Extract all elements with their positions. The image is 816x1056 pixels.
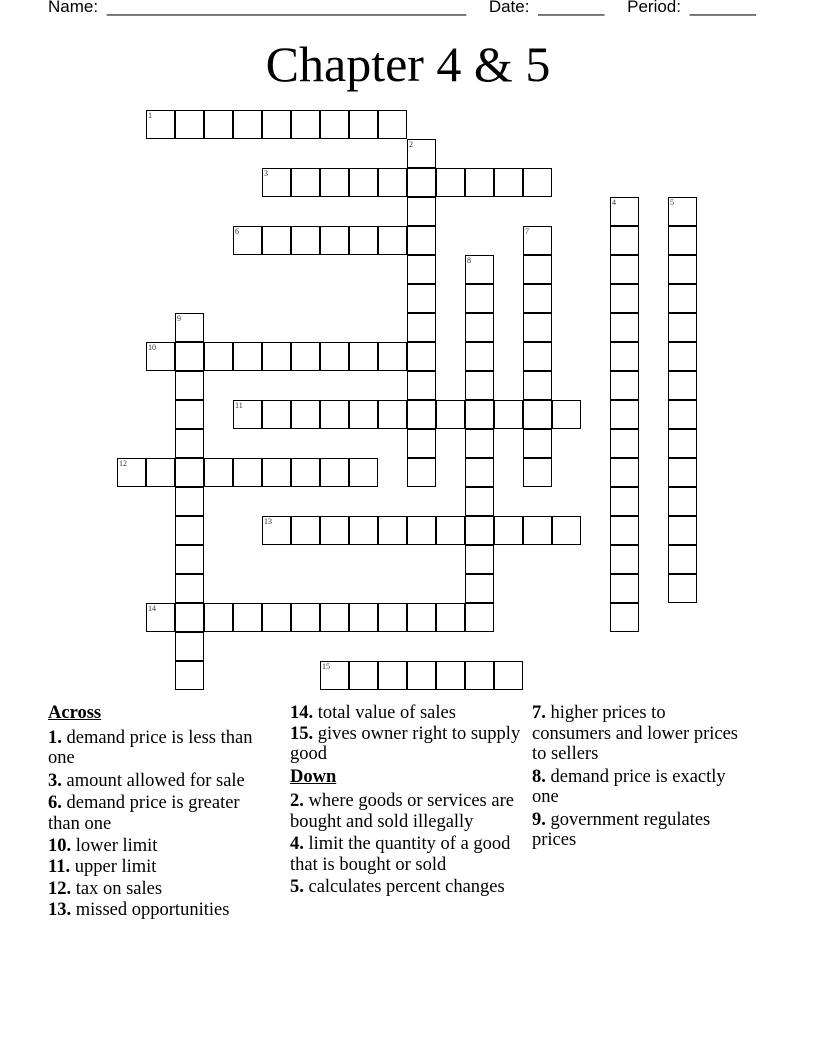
grid-cell[interactable] (610, 226, 639, 255)
grid-cell[interactable] (320, 516, 349, 545)
grid-cell[interactable] (407, 226, 436, 255)
grid-cell[interactable] (349, 168, 378, 197)
grid-cell[interactable] (349, 400, 378, 429)
grid-cell[interactable] (291, 110, 320, 139)
grid-cell[interactable] (204, 342, 233, 371)
grid-cell[interactable] (262, 400, 291, 429)
grid-cell[interactable] (233, 603, 262, 632)
grid-cell[interactable] (610, 255, 639, 284)
grid-cell[interactable] (610, 342, 639, 371)
clue-down-7: 7. higher prices to consumers and lower prices to sellers (532, 703, 739, 764)
grid-cell[interactable] (407, 429, 436, 458)
grid-cell[interactable] (436, 516, 465, 545)
grid-cell[interactable] (378, 168, 407, 197)
grid-cell[interactable] (291, 168, 320, 197)
clue-down-4: 4. limit the quantity of a good that is bought or sold (290, 834, 511, 875)
grid-cell[interactable] (465, 255, 494, 284)
grid-cell[interactable] (407, 371, 436, 400)
grid-cell[interactable] (378, 342, 407, 371)
grid-cell[interactable] (494, 661, 523, 690)
clue-number: 12 (119, 459, 127, 468)
grid-cell[interactable] (262, 342, 291, 371)
grid-cell[interactable] (291, 342, 320, 371)
date-field[interactable]: _______ (538, 0, 605, 16)
grid-cell[interactable] (233, 400, 262, 429)
clue-number: 2 (409, 140, 413, 149)
grid-cell[interactable] (668, 284, 697, 313)
grid-cell[interactable] (320, 110, 349, 139)
grid-cell[interactable] (407, 255, 436, 284)
grid-cell[interactable] (465, 371, 494, 400)
grid-cell[interactable] (291, 226, 320, 255)
grid-cell[interactable] (349, 110, 378, 139)
grid-cell[interactable] (523, 429, 552, 458)
grid-cell[interactable] (378, 400, 407, 429)
grid-cell[interactable] (668, 371, 697, 400)
grid-cell[interactable] (320, 400, 349, 429)
grid-cell[interactable] (436, 400, 465, 429)
grid-cell[interactable] (117, 458, 146, 487)
grid-cell[interactable] (407, 139, 436, 168)
grid-cell[interactable] (668, 516, 697, 545)
grid-cell[interactable] (262, 603, 291, 632)
grid-cell[interactable] (262, 168, 291, 197)
grid-cell[interactable] (668, 197, 697, 226)
clues-column-1 (48, 703, 273, 922)
period-field[interactable]: _______ (689, 0, 756, 16)
grid-cell[interactable] (175, 545, 204, 574)
clue-across-12: 12. tax on sales (48, 879, 163, 899)
grid-cell[interactable] (262, 226, 291, 255)
grid-cell[interactable] (465, 574, 494, 603)
period-label: Period: (627, 0, 681, 16)
grid-cell[interactable] (407, 197, 436, 226)
grid-cell[interactable] (668, 429, 697, 458)
clue-number: 7 (525, 227, 529, 236)
grid-cell[interactable] (204, 603, 233, 632)
grid-cell[interactable] (291, 603, 320, 632)
grid-cell[interactable] (407, 661, 436, 690)
clue-number: 13 (264, 517, 272, 526)
grid-cell[interactable] (175, 661, 204, 690)
clue-number: 5 (670, 198, 674, 207)
grid-cell[interactable] (523, 168, 552, 197)
grid-cell[interactable] (465, 284, 494, 313)
clue-across-13: 13. missed opportunities (48, 899, 230, 920)
clues-column-2 (290, 703, 525, 900)
grid-cell[interactable] (552, 400, 581, 429)
grid-cell[interactable] (465, 342, 494, 371)
grid-cell[interactable] (233, 458, 262, 487)
grid-cell[interactable] (175, 313, 204, 342)
clue-down-2: 2. where goods or services are bought and sold illegally (290, 791, 514, 832)
clue-across-1: 1. demand price is less than one (48, 727, 253, 768)
grid-cell[interactable] (175, 371, 204, 400)
grid-cell[interactable] (610, 574, 639, 603)
clue-number: 10 (148, 343, 156, 352)
clue-down-5: 5. calculates percent changes (290, 877, 505, 897)
grid-cell[interactable] (175, 632, 204, 661)
grid-cell[interactable] (349, 661, 378, 690)
clue-number: 15 (322, 662, 330, 671)
down-heading: Down (290, 766, 337, 787)
grid-cell[interactable] (610, 313, 639, 342)
grid-cell[interactable] (465, 516, 494, 545)
grid-cell[interactable] (175, 400, 204, 429)
grid-cell[interactable] (610, 487, 639, 516)
grid-cell[interactable] (175, 342, 204, 371)
clue-number: 11 (235, 401, 243, 410)
grid-cell[interactable] (668, 400, 697, 429)
clue-number: 8 (467, 256, 471, 265)
clue-across-10: 10. lower limit (48, 836, 158, 856)
grid-cell[interactable] (291, 400, 320, 429)
grid-cell[interactable] (146, 342, 175, 371)
grid-cell[interactable] (610, 371, 639, 400)
grid-cell[interactable] (204, 458, 233, 487)
grid-cell[interactable] (494, 516, 523, 545)
grid-cell[interactable] (291, 458, 320, 487)
grid-cell[interactable] (610, 197, 639, 226)
grid-cell[interactable] (610, 429, 639, 458)
grid-cell[interactable] (320, 458, 349, 487)
clue-down-9: 9. government regulates prices (532, 809, 711, 850)
grid-cell[interactable] (465, 603, 494, 632)
grid-cell[interactable] (465, 458, 494, 487)
grid-cell[interactable] (465, 400, 494, 429)
grid-cell[interactable] (262, 516, 291, 545)
grid-cell[interactable] (349, 342, 378, 371)
grid-cell[interactable] (320, 168, 349, 197)
grid-cell[interactable] (378, 226, 407, 255)
grid-cell[interactable] (175, 487, 204, 516)
grid-cell[interactable] (610, 458, 639, 487)
clue-across-3: 3. amount allowed for sale (48, 770, 245, 791)
grid-cell[interactable] (320, 661, 349, 690)
grid-cell[interactable] (610, 603, 639, 632)
grid-cell[interactable] (465, 487, 494, 516)
grid-cell[interactable] (407, 284, 436, 313)
grid-cell[interactable] (175, 110, 204, 139)
grid-cell[interactable] (349, 516, 378, 545)
grid-cell[interactable] (668, 313, 697, 342)
grid-cell[interactable] (465, 313, 494, 342)
grid-cell[interactable] (610, 284, 639, 313)
grid-cell[interactable] (668, 458, 697, 487)
grid-cell[interactable] (668, 342, 697, 371)
grid-cell[interactable] (407, 516, 436, 545)
grid-cell[interactable] (407, 168, 436, 197)
grid-cell[interactable] (523, 255, 552, 284)
grid-cell[interactable] (262, 458, 291, 487)
grid-cell[interactable] (407, 313, 436, 342)
grid-cell[interactable] (175, 429, 204, 458)
grid-cell[interactable] (378, 661, 407, 690)
grid-cell[interactable] (465, 429, 494, 458)
grid-cell[interactable] (378, 110, 407, 139)
grid-cell[interactable] (552, 516, 581, 545)
date-label: Date: (488, 0, 530, 16)
grid-cell[interactable] (610, 545, 639, 574)
grid-cell[interactable] (349, 603, 378, 632)
grid-cell[interactable] (407, 400, 436, 429)
grid-cell[interactable] (523, 313, 552, 342)
grid-cell[interactable] (494, 168, 523, 197)
grid-cell[interactable] (378, 516, 407, 545)
grid-cell[interactable] (523, 284, 552, 313)
clue-number: 3 (264, 169, 268, 178)
grid-cell[interactable] (320, 226, 349, 255)
grid-cell[interactable] (436, 603, 465, 632)
grid-cell[interactable] (668, 255, 697, 284)
grid-cell[interactable] (523, 400, 552, 429)
grid-cell[interactable] (146, 458, 175, 487)
clue-number: 4 (612, 198, 616, 207)
page-title: Chapter 4 & 5 (265, 36, 551, 92)
grid-cell[interactable] (523, 371, 552, 400)
grid-cell[interactable] (523, 516, 552, 545)
grid-cell[interactable] (175, 603, 204, 632)
grid-cell[interactable] (233, 342, 262, 371)
grid-cell[interactable] (233, 110, 262, 139)
grid-cell[interactable] (175, 516, 204, 545)
clue-number: 6 (235, 227, 239, 236)
clue-across-15: 15. gives owner right to supply good (290, 723, 521, 764)
clue-across-11: 11. upper limit (48, 856, 157, 877)
clue-across-14: 14. total value of sales (290, 703, 456, 723)
grid-cell[interactable] (349, 226, 378, 255)
grid-cell[interactable] (523, 458, 552, 487)
grid-cell[interactable] (668, 574, 697, 603)
grid-cell[interactable] (204, 110, 233, 139)
grid-cell[interactable] (465, 661, 494, 690)
grid-cell[interactable] (146, 110, 175, 139)
name-label: Name: (48, 0, 99, 16)
grid-cell[interactable] (494, 400, 523, 429)
grid-cell[interactable] (436, 661, 465, 690)
grid-cell[interactable] (291, 516, 320, 545)
grid-cell[interactable] (407, 458, 436, 487)
grid-cell[interactable] (610, 516, 639, 545)
grid-cell[interactable] (668, 487, 697, 516)
grid-cell[interactable] (320, 603, 349, 632)
grid-cell[interactable] (436, 168, 465, 197)
clues-column-3 (532, 703, 747, 853)
grid-cell[interactable] (407, 342, 436, 371)
clue-number: 1 (148, 111, 152, 120)
across-heading: Across (48, 703, 102, 723)
grid-cell[interactable] (233, 226, 262, 255)
grid-cell[interactable] (668, 226, 697, 255)
grid-cell[interactable] (175, 458, 204, 487)
grid-cell[interactable] (262, 110, 291, 139)
grid-cell[interactable] (523, 226, 552, 255)
name-field[interactable]: ______________________________________ (106, 0, 467, 16)
grid-cell[interactable] (175, 574, 204, 603)
grid-cell[interactable] (668, 545, 697, 574)
grid-cell[interactable] (465, 545, 494, 574)
grid-cell[interactable] (465, 168, 494, 197)
clue-number: 9 (177, 314, 181, 323)
grid-cell[interactable] (320, 342, 349, 371)
clue-down-8: 8. demand price is exactly one (532, 766, 726, 807)
grid-cell[interactable] (610, 400, 639, 429)
grid-cell[interactable] (349, 458, 378, 487)
grid-cell[interactable] (146, 603, 175, 632)
clue-number: 14 (148, 604, 156, 613)
grid-cell[interactable] (407, 603, 436, 632)
grid-cell[interactable] (378, 603, 407, 632)
grid-cell[interactable] (523, 342, 552, 371)
clue-across-6: 6. demand price is greater than one (48, 793, 240, 834)
